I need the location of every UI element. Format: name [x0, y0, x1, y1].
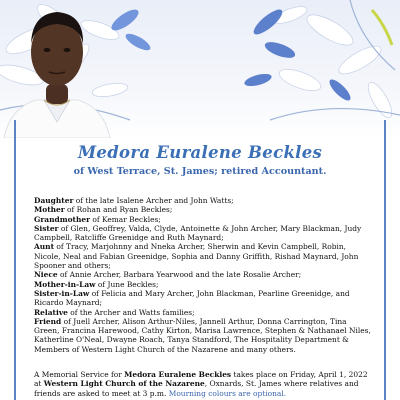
relation-line: Mother of Rohan and Ryan Beckles;	[34, 205, 173, 215]
relation-line: Niece of Annie Archer, Barbara Yearwood and the late Rosalie Archer;	[34, 270, 302, 280]
residence-and-occupation: of West Terrace, St. James; retired Accountant.	[73, 166, 327, 177]
relation-line: Sister of Glen, Geoffrey, Valda, Clyde, Antoinette & John Archer, Mary Blackman, Judy Campbell, Ratcliffe Greenidge and Ruth Maynard;	[34, 223, 362, 243]
relation-line: Relative of the Archer and Watts families;	[34, 307, 195, 317]
relation-line: Grandmother of Kemar Beckles;	[34, 214, 161, 224]
deceased-name: Medora Euralene Beckles	[77, 143, 323, 162]
frame-line-right	[384, 120, 386, 400]
memorial-service-notice: A Memorial Service for Medora Euralene Beckles takes place on Friday, April 1, 2022 at Western Light Church of the Nazarene, Oxnards, St. James where relatives and friends are asked to meet at 3 p.m. Mourning colours are optional.	[34, 370, 368, 398]
floral-background	[0, 0, 400, 140]
relation-line: Friend of Juell Archer, Alison Arthur-Niles, Jannell Arthur, Donna Carrington, Tina Green, Francina Harewood, Cathy Kirton, Marisa Lawrence, Stephen & Nathanael Niles, Katherline O'Neal, Dwayne Roach, Tanya Standford, The Hospitality Department & Members of Western Light Church of the Nazarene and many others.	[34, 316, 371, 354]
relation-line: Aunt of Tracy, Marjohnny and Nneka Archer, Sherwin and Kevin Campbell, Robin, Nicole, Neal and Fabian Greenidge, Sophia and Danny Griffith, Rishad Maynard, John Spooner and others;	[34, 242, 359, 271]
relation-line: Daughter of the late Isalene Archer and John Watts;	[34, 196, 234, 205]
relations-list	[34, 196, 374, 354]
relation-line: Mother-in-Law of June Beckles;	[34, 279, 159, 289]
relation-line: Sister-in-Law of Felicia and Mary Archer, John Blackman, Pearline Greenidge, and Ricardo Maynard;	[34, 288, 350, 308]
portrait-photo	[0, 0, 114, 138]
frame-line-left	[14, 120, 16, 400]
